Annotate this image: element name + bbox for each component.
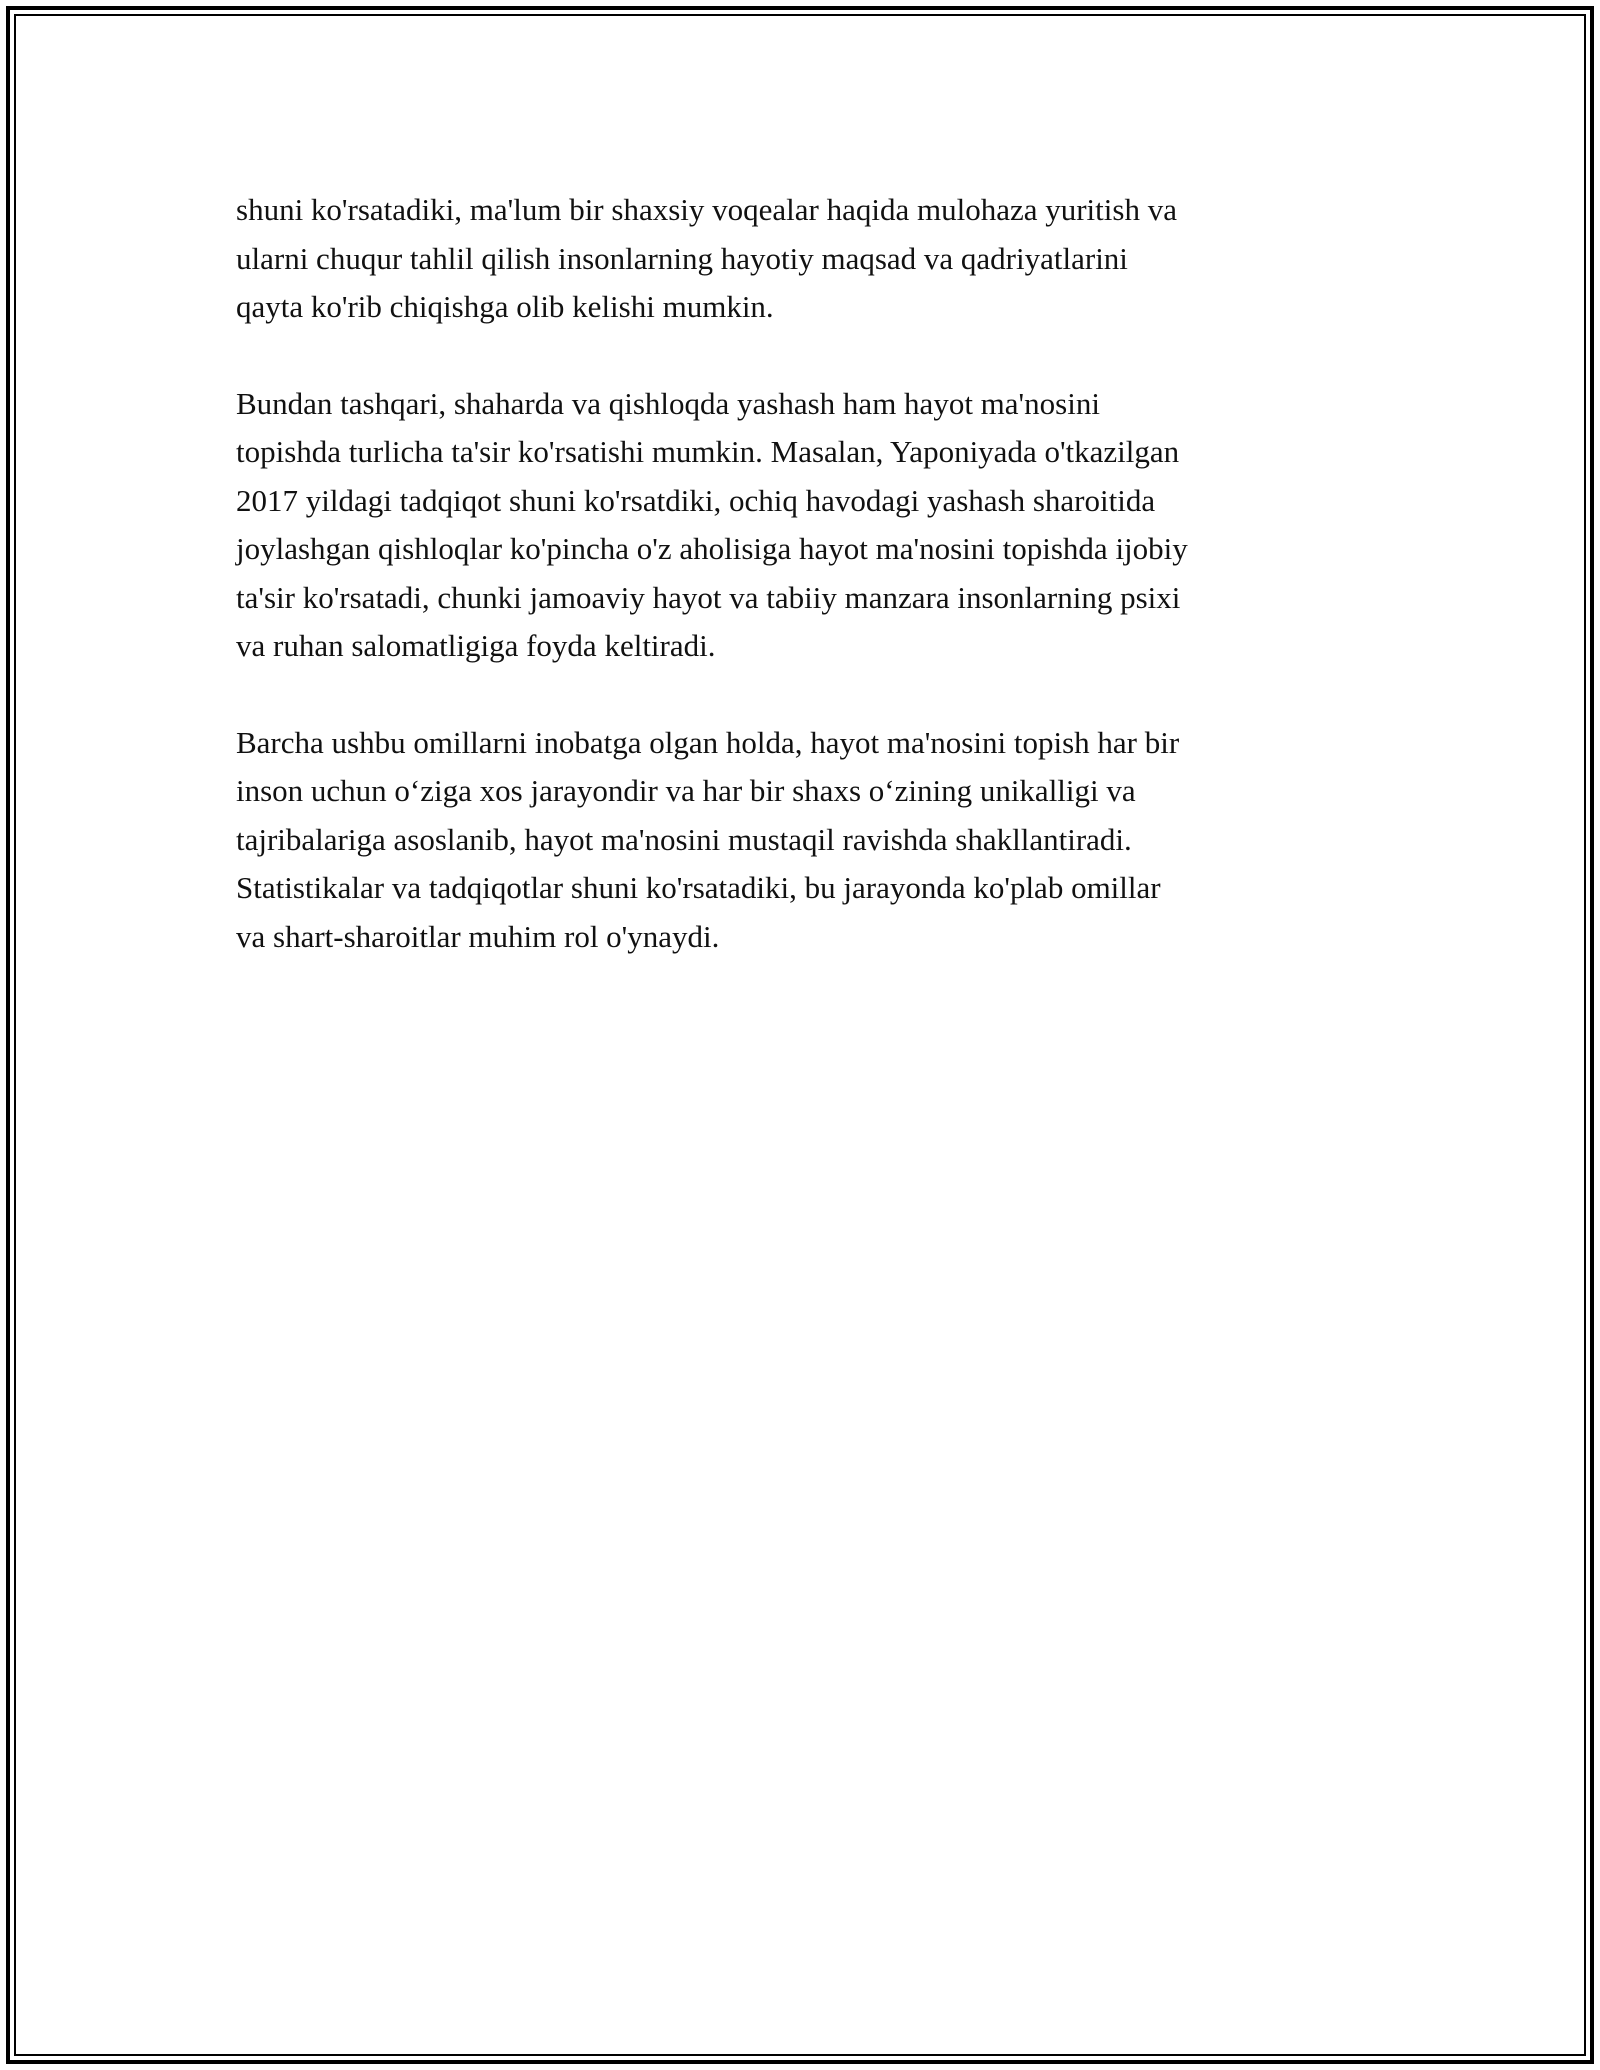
text-line: inson uchun o‘ziga xos jarayondir va har bir shaxs o‘zining unikalligi va [236,773,1136,808]
text-line: tajribalariga asoslanib, hayot ma'nosini mustaqil ravishda shakllantiradi. [236,821,1132,857]
text-line: shuni ko'rsatadiki, ma'lum bir shaxsiy voqealar haqida mulohaza yuritish va [236,192,1177,227]
text-line: joylashgan qishloqlar ko'pincha o'z aholisiga hayot ma'nosini topishda ijobiy [236,531,1188,566]
text-line: Bundan tashqari, shaharda va qishloqda yashash ham hayot ma'nosini [236,385,1100,421]
text-line: Barcha ushbu omillarni inobatga olgan holda, hayot ma'nosini topish har bir [236,724,1180,760]
paragraph-2 [236,380,1386,671]
text-line: Statistikalar va tadqiqotlar shuni ko'rsatadiki, bu jarayonda ko'plab omillar [236,870,1161,905]
paragraph-3 [236,719,1386,962]
document-body [236,186,1386,1009]
paragraph-1 [236,186,1386,332]
text-line: topishda turlicha ta'sir ko'rsatishi mumkin. Masalan, Yaponiyada o'tkazilgan [236,434,1180,469]
text-line: va shart-sharoitlar muhim rol o'ynaydi. [236,918,720,954]
text-line: va ruhan salomatligiga foyda keltiradi. [236,628,716,663]
text-line: ta'sir ko'rsatadi, chunki jamoaviy hayot va tabiiy manzara insonlarning psixi [236,579,1181,615]
text-line: qayta ko'rib chiqishga olib kelishi mumkin. [236,289,774,324]
text-line: 2017 yildagi tadqiqot shuni ko'rsatdiki, ochiq havodagi yashash sharoitida [236,482,1156,518]
text-line: ularni chuqur tahlil qilish insonlarning hayotiy maqsad va qadriyatlarini [236,240,1128,276]
